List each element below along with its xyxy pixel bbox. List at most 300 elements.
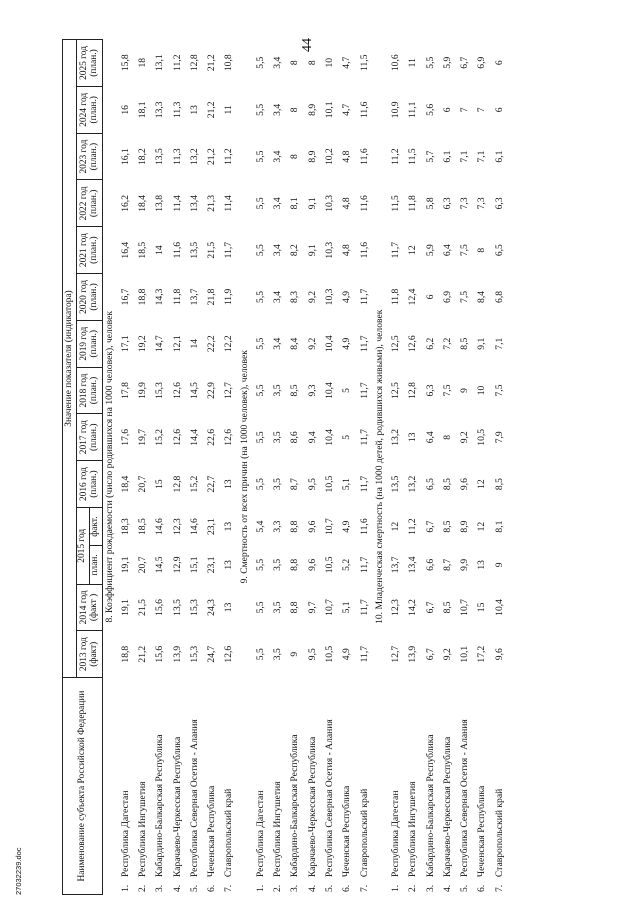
header-2015-plan: план. xyxy=(90,546,103,584)
value-cell: 6,1 xyxy=(493,150,505,163)
value-cell: 6,2 xyxy=(424,337,436,350)
value-cell: 10,4 xyxy=(324,335,335,353)
value-cell: 12,7 xyxy=(223,382,235,399)
region-name: Республика Дагестан xyxy=(389,790,401,878)
value-cell: 11,7 xyxy=(358,429,370,446)
table-row xyxy=(439,40,456,895)
value-cell: 19,1 xyxy=(119,556,131,574)
value-cell: 8,5 xyxy=(289,384,301,397)
value-cell: 11 xyxy=(407,58,419,68)
value-cell: 7,5 xyxy=(493,384,505,397)
value-cell: 11,5 xyxy=(358,54,370,71)
region-name: Республика Северная Осетия - Алания xyxy=(459,719,471,878)
value-cell: 5,5 xyxy=(254,56,266,69)
value-cell: 11,6 xyxy=(358,101,370,119)
value-cell: 9,1 xyxy=(476,337,488,350)
value-cell: 3,5 xyxy=(272,478,284,491)
table-row xyxy=(491,40,508,895)
value-cell: 22,6 xyxy=(206,428,218,446)
value-cell: 11,7 xyxy=(358,382,370,399)
value-cell: 11,6 xyxy=(358,195,370,212)
value-cell: 3,5 xyxy=(272,558,284,571)
value-cell: 5,8 xyxy=(424,197,436,210)
header-group: Значение показателя (индикатора) xyxy=(63,40,77,678)
value-cell: 10,7 xyxy=(324,518,335,535)
value-cell: 18,5 xyxy=(136,241,148,259)
value-cell: 9 xyxy=(289,651,301,657)
value-cell: 5,5 xyxy=(424,56,436,69)
value-cell: 22,9 xyxy=(206,382,218,399)
value-cell: 6,3 xyxy=(424,384,436,397)
value-cell: 18 xyxy=(136,57,148,68)
value-cell: 3,4 xyxy=(272,56,284,69)
header-2015: 2015 год xyxy=(77,507,90,584)
value-cell: 13 xyxy=(223,560,235,570)
rotated-table-wrapper xyxy=(62,39,632,895)
value-cell: 11,7 xyxy=(389,241,401,259)
value-cell: 11,7 xyxy=(358,475,370,493)
value-cell: 12,3 xyxy=(171,518,183,535)
value-cell: 12,9 xyxy=(171,556,183,574)
value-cell: 3,4 xyxy=(272,150,284,163)
value-cell: 8,2 xyxy=(289,244,301,257)
region-name: Кабардино-Балкарская Республика xyxy=(289,734,301,878)
value-cell: 11,8 xyxy=(389,288,401,306)
value-cell: 9,9 xyxy=(459,558,471,571)
value-cell: 4,8 xyxy=(341,197,353,210)
value-cell: 8,6 xyxy=(289,431,301,444)
value-cell: 9,2 xyxy=(441,648,453,661)
row-number: 6. xyxy=(476,884,488,892)
row-number: 6. xyxy=(206,884,218,892)
value-cell: 8,8 xyxy=(289,558,301,571)
value-cell: 7,5 xyxy=(459,244,471,257)
value-cell: 4,9 xyxy=(341,290,353,303)
value-cell: 9,7 xyxy=(306,601,318,614)
header-2021: 2021 год (план.) xyxy=(77,227,103,274)
value-cell: 7,1 xyxy=(493,337,505,350)
region-name: Республика Ингушетия xyxy=(272,781,284,878)
row-number: 7. xyxy=(358,884,370,892)
table-body xyxy=(103,40,509,895)
value-cell: 4,9 xyxy=(341,520,353,533)
value-cell: 19,9 xyxy=(136,382,148,399)
value-cell: 18,3 xyxy=(119,518,131,535)
value-cell: 8 xyxy=(289,60,301,66)
value-cell: 11,2 xyxy=(223,148,235,165)
value-cell: 13,2 xyxy=(407,475,419,493)
row-number: 2. xyxy=(136,884,148,892)
region-name: Республика Северная Осетия - Алания xyxy=(324,719,335,878)
header-2019: 2019 год (план.) xyxy=(77,320,103,367)
value-cell: 10,7 xyxy=(459,599,471,616)
value-cell: 13,8 xyxy=(154,194,166,212)
value-cell: 20,7 xyxy=(136,556,148,574)
header-2015-fact: факт. xyxy=(90,507,103,545)
value-cell: 7,5 xyxy=(441,384,453,397)
value-cell: 9,1 xyxy=(306,244,318,257)
row-number: 5. xyxy=(459,884,471,892)
value-cell: 3,5 xyxy=(272,601,284,614)
table-row xyxy=(287,40,304,895)
value-cell: 17,6 xyxy=(119,428,131,446)
value-cell: 23,1 xyxy=(206,518,218,535)
row-number: 4. xyxy=(171,884,183,892)
value-cell: 9,6 xyxy=(306,558,318,571)
value-cell: 10,3 xyxy=(324,194,335,212)
value-cell: 9,6 xyxy=(493,648,505,661)
value-cell: 11,5 xyxy=(407,148,419,165)
value-cell: 19,1 xyxy=(119,599,131,616)
value-cell: 16,4 xyxy=(119,241,131,259)
row-number: 6. xyxy=(341,884,353,892)
value-cell: 3,4 xyxy=(272,337,284,350)
value-cell: 9,2 xyxy=(459,431,471,444)
row-number: 3. xyxy=(424,884,436,892)
value-cell: 12,7 xyxy=(389,645,401,663)
value-cell: 9,2 xyxy=(306,337,318,350)
table-row xyxy=(321,40,338,895)
row-number: 2. xyxy=(407,884,419,892)
value-cell: 8,9 xyxy=(459,520,471,533)
value-cell: 4,8 xyxy=(341,150,353,163)
region-name: Республика Дагестан xyxy=(254,790,266,878)
value-cell: 10 xyxy=(324,57,335,68)
value-cell: 12,6 xyxy=(223,645,235,663)
row-number: 2. xyxy=(272,884,284,892)
value-cell: 6,3 xyxy=(493,197,505,210)
value-cell: 15,6 xyxy=(154,645,166,663)
value-cell: 5,2 xyxy=(341,558,353,571)
table-row xyxy=(169,40,186,895)
value-cell: 12 xyxy=(476,479,488,489)
value-cell: 11,6 xyxy=(358,241,370,259)
value-cell: 22,7 xyxy=(206,475,218,493)
value-cell: 5,5 xyxy=(254,558,266,571)
table-row xyxy=(422,40,439,895)
value-cell: 5,5 xyxy=(254,648,266,661)
value-cell: 5,5 xyxy=(254,290,266,303)
indicators-table xyxy=(62,39,508,895)
row-number: 4. xyxy=(441,884,453,892)
row-number: 7. xyxy=(493,884,505,892)
region-name: Карачаево-Черкесская Республика xyxy=(441,736,453,878)
value-cell: 10,8 xyxy=(223,54,235,72)
value-cell: 6 xyxy=(424,294,436,300)
value-cell: 21,3 xyxy=(206,194,218,212)
value-cell: 6,7 xyxy=(459,56,471,69)
value-cell: 3,5 xyxy=(272,648,284,661)
value-cell: 17,1 xyxy=(119,335,131,353)
value-cell: 5 xyxy=(341,434,353,440)
value-cell: 8,8 xyxy=(289,601,301,614)
value-cell: 13,5 xyxy=(154,148,166,165)
value-cell: 6,9 xyxy=(476,56,488,69)
value-cell: 10,5 xyxy=(324,475,335,493)
value-cell: 13,1 xyxy=(154,54,166,72)
table-row xyxy=(152,40,169,895)
value-cell: 5,9 xyxy=(424,244,436,257)
header-2023: 2023 год (план.) xyxy=(77,133,103,180)
value-cell: 10,6 xyxy=(389,54,401,72)
header-2020: 2020 год (план.) xyxy=(77,274,103,321)
value-cell: 12 xyxy=(407,245,419,255)
row-number: 1. xyxy=(254,884,266,892)
value-cell: 5,5 xyxy=(254,384,266,397)
value-cell: 13,4 xyxy=(188,194,200,212)
value-cell: 10,1 xyxy=(459,645,471,663)
value-cell: 13 xyxy=(223,479,235,489)
value-cell: 6,5 xyxy=(493,244,505,257)
value-cell: 15 xyxy=(154,479,166,489)
region-name: Ставропольский край xyxy=(493,788,505,878)
section-title-row xyxy=(373,40,387,895)
value-cell: 16 xyxy=(119,105,131,115)
table-header xyxy=(63,40,103,895)
region-name: Чеченская Республика xyxy=(341,785,353,878)
value-cell: 13,5 xyxy=(389,475,401,493)
value-cell: 3,3 xyxy=(272,520,284,533)
value-cell: 13 xyxy=(407,432,419,443)
value-cell: 21,2 xyxy=(206,148,218,165)
header-2024: 2024 год (план.) xyxy=(77,86,103,133)
value-cell: 14,4 xyxy=(188,428,200,446)
value-cell: 6,7 xyxy=(424,520,436,533)
value-cell: 8,1 xyxy=(493,520,505,533)
value-cell: 13 xyxy=(188,105,200,115)
value-cell: 5 xyxy=(341,388,353,393)
value-cell: 8 xyxy=(476,247,488,253)
value-cell: 6,1 xyxy=(441,150,453,163)
value-cell: 23,1 xyxy=(206,556,218,574)
value-cell: 9,4 xyxy=(306,431,318,444)
value-cell: 11,2 xyxy=(389,148,401,165)
value-cell: 11,3 xyxy=(171,148,183,165)
value-cell: 4,7 xyxy=(341,56,353,69)
value-cell: 11,7 xyxy=(358,288,370,306)
row-number: 5. xyxy=(188,884,200,892)
value-cell: 12,3 xyxy=(389,599,401,616)
value-cell: 14,6 xyxy=(188,518,200,535)
value-cell: 11,9 xyxy=(223,288,235,306)
value-cell: 6,6 xyxy=(424,558,436,571)
value-cell: 11,7 xyxy=(358,335,370,352)
value-cell: 12,6 xyxy=(407,335,419,353)
value-cell: 6,9 xyxy=(441,290,453,303)
value-cell: 6,5 xyxy=(424,478,436,491)
value-cell: 15,2 xyxy=(154,428,166,446)
page-number-text: 44 xyxy=(300,38,315,52)
value-cell: 7,2 xyxy=(441,337,453,350)
table-row xyxy=(387,40,404,895)
value-cell: 12,8 xyxy=(407,382,419,399)
value-cell: 11 xyxy=(223,105,235,115)
section-title: 8. Коэффициент рождаемости (число родившихся на 1000 человек), человек xyxy=(104,310,115,623)
value-cell: 11,1 xyxy=(407,101,419,119)
value-cell: 3,4 xyxy=(272,244,284,257)
row-number: 5. xyxy=(324,884,335,892)
value-cell: 10,3 xyxy=(324,288,335,306)
value-cell: 24,3 xyxy=(206,599,218,616)
table-row xyxy=(204,40,221,895)
table-row xyxy=(474,40,491,895)
value-cell: 11,6 xyxy=(171,241,183,259)
value-cell: 6,8 xyxy=(493,290,505,303)
value-cell: 8,7 xyxy=(441,558,453,571)
value-cell: 10 xyxy=(476,385,488,396)
value-cell: 8,1 xyxy=(289,197,301,210)
value-cell: 17,8 xyxy=(119,382,131,399)
value-cell: 15,3 xyxy=(188,599,200,616)
value-cell: 18,4 xyxy=(136,194,148,212)
value-cell: 6,4 xyxy=(441,244,453,257)
value-cell: 6,3 xyxy=(441,197,453,210)
value-cell: 8,5 xyxy=(441,520,453,533)
table-row xyxy=(252,40,269,895)
row-number: 3. xyxy=(154,884,166,892)
table-row xyxy=(221,40,238,895)
value-cell: 11,4 xyxy=(171,195,183,212)
value-cell: 13,3 xyxy=(154,101,166,119)
value-cell: 14 xyxy=(188,338,200,349)
value-cell: 6 xyxy=(441,107,453,113)
value-cell: 11,7 xyxy=(223,241,235,259)
header-2022: 2022 год (план.) xyxy=(77,180,103,227)
value-cell: 9 xyxy=(459,388,471,393)
value-cell: 13,2 xyxy=(389,428,401,446)
value-cell: 12,4 xyxy=(407,288,419,306)
value-cell: 8,9 xyxy=(306,150,318,163)
table-row xyxy=(356,40,373,895)
value-cell: 10,5 xyxy=(324,645,335,663)
value-cell: 9,6 xyxy=(459,478,471,491)
value-cell: 12,6 xyxy=(223,428,235,446)
value-cell: 18,2 xyxy=(136,148,148,165)
value-cell: 10,9 xyxy=(389,101,401,119)
value-cell: 8,7 xyxy=(289,478,301,491)
value-cell: 8,4 xyxy=(289,337,301,350)
value-cell: 8 xyxy=(289,154,301,159)
value-cell: 11,3 xyxy=(171,101,183,119)
value-cell: 4,9 xyxy=(341,648,353,661)
value-cell: 5,5 xyxy=(254,244,266,257)
region-name: Кабардино-Балкарская Республика xyxy=(424,734,436,878)
value-cell: 15,1 xyxy=(188,556,200,574)
value-cell: 13,9 xyxy=(171,645,183,663)
value-cell: 15,3 xyxy=(154,382,166,399)
value-cell: 14,5 xyxy=(154,556,166,574)
value-cell: 5,5 xyxy=(254,478,266,491)
value-cell: 9,1 xyxy=(306,197,318,210)
value-cell: 21,2 xyxy=(206,101,218,119)
value-cell: 6,7 xyxy=(424,648,436,661)
value-cell: 11,8 xyxy=(407,195,419,212)
value-cell: 3,5 xyxy=(272,431,284,444)
value-cell: 10,7 xyxy=(324,599,335,616)
value-cell: 8,5 xyxy=(441,601,453,614)
region-name: Республика Ингушетия xyxy=(136,781,148,878)
region-name: Республика Северная Осетия - Алания xyxy=(188,719,200,878)
header-2014: 2014 год (факт ) xyxy=(77,584,103,631)
value-cell: 21,2 xyxy=(136,645,148,663)
section-title: 10. Младенческая смертность (на 1000 детей, родившихся живыми), человек xyxy=(374,309,386,624)
value-cell: 13,2 xyxy=(188,148,200,165)
value-cell: 15,2 xyxy=(188,475,200,493)
region-name: Кабардино-Балкарская Республика xyxy=(154,734,166,878)
value-cell: 4,9 xyxy=(341,337,353,350)
region-name: Ставропольский край xyxy=(358,788,370,878)
table-row xyxy=(186,40,203,895)
section-title-row xyxy=(103,40,118,895)
value-cell: 10,2 xyxy=(324,148,335,165)
value-cell: 12,6 xyxy=(171,382,183,399)
header-2025: 2025 год (план.) xyxy=(77,40,103,87)
row-number: 4. xyxy=(306,884,318,892)
header-2016: 2016 год (план.) xyxy=(77,461,103,508)
value-cell: 11,6 xyxy=(358,518,370,535)
value-cell: 5,6 xyxy=(424,103,436,116)
value-cell: 10,4 xyxy=(493,599,505,616)
value-cell: 8,5 xyxy=(459,337,471,350)
value-cell: 8,5 xyxy=(493,478,505,491)
value-cell: 7 xyxy=(459,107,471,113)
value-cell: 11,2 xyxy=(171,54,183,71)
value-cell: 13,5 xyxy=(171,599,183,616)
value-cell: 14,2 xyxy=(407,599,419,616)
table-row xyxy=(134,40,151,895)
value-cell: 10,1 xyxy=(324,101,335,119)
value-cell: 12,1 xyxy=(171,335,183,353)
value-cell: 11,5 xyxy=(389,195,401,212)
value-cell: 16,7 xyxy=(119,288,131,306)
value-cell: 18,8 xyxy=(119,645,131,663)
value-cell: 14 xyxy=(154,245,166,255)
row-number: 7. xyxy=(223,884,235,892)
value-cell: 7,1 xyxy=(476,150,488,163)
header-name-col: Наименование субъекта Российской Федерации xyxy=(63,678,103,895)
value-cell: 12 xyxy=(389,521,401,532)
value-cell: 13,5 xyxy=(188,241,200,259)
value-cell: 5,1 xyxy=(341,601,353,614)
value-cell: 6 xyxy=(493,60,505,66)
region-name: Карачаево-Черкесская Республика xyxy=(306,736,318,878)
value-cell: 14,5 xyxy=(188,382,200,399)
value-cell: 14,6 xyxy=(154,518,166,535)
value-cell: 8 xyxy=(289,107,301,113)
value-cell: 8 xyxy=(441,434,453,440)
value-cell: 8,8 xyxy=(289,520,301,533)
value-cell: 5,5 xyxy=(254,197,266,210)
value-cell: 9,5 xyxy=(306,478,318,491)
value-cell: 15,6 xyxy=(154,599,166,616)
section-title-row xyxy=(238,40,252,895)
value-cell: 9,6 xyxy=(306,520,318,533)
value-cell: 21,5 xyxy=(136,599,148,616)
value-cell: 7,1 xyxy=(459,150,471,163)
value-cell: 11,7 xyxy=(358,556,370,574)
table-row xyxy=(117,40,134,895)
value-cell: 14,3 xyxy=(154,288,166,306)
table-row xyxy=(457,40,474,895)
value-cell: 15 xyxy=(476,602,488,613)
value-cell: 5,4 xyxy=(254,520,266,533)
value-cell: 19,2 xyxy=(136,335,148,353)
region-name: Карачаево-Черкесская Республика xyxy=(171,736,183,878)
value-cell: 5,5 xyxy=(254,601,266,614)
value-cell: 20,7 xyxy=(136,475,148,493)
value-cell: 17,2 xyxy=(476,645,488,663)
value-cell: 3,5 xyxy=(272,384,284,397)
